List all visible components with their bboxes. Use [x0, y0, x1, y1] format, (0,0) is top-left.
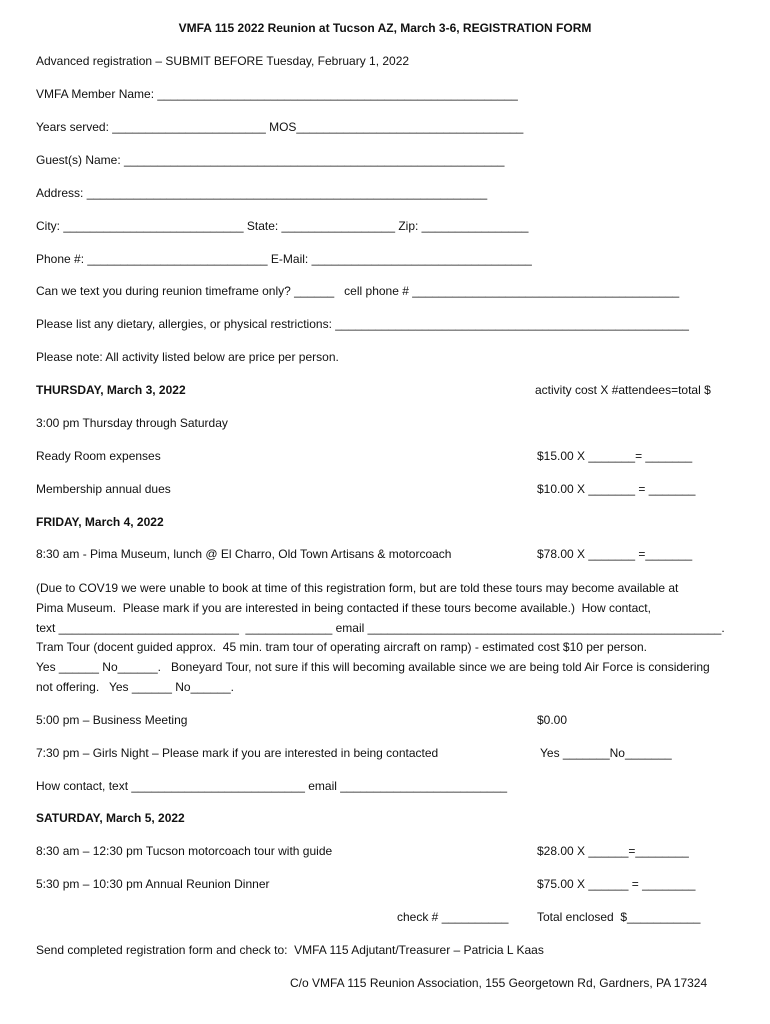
thursday-time-note: 3:00 pm Thursday through Saturday	[36, 416, 228, 430]
ready-room-price[interactable]: $15.00 X _______= _______	[537, 449, 693, 463]
ready-room-label: Ready Room expenses	[36, 449, 161, 463]
send-instructions: Send completed registration form and check to: VMFA 115 Adjutant/Treasurer – Patricia L Kaas	[36, 943, 544, 957]
covid-contact-line[interactable]: text ___________________________ _____________ email _____________________________________________________.	[36, 621, 725, 635]
dietary-field[interactable]: Please list any dietary, allergies, or physical restrictions: _____________________________________________________	[36, 317, 689, 331]
saturday-heading: SATURDAY, March 5, 2022	[36, 811, 185, 825]
cost-header: activity cost X #attendees=total $	[535, 383, 711, 397]
boneyard-line[interactable]: Yes ______ No______. Boneyard Tour, not sure if this will becoming available since we are being told Air Force is considering	[36, 660, 710, 674]
phone-email-field[interactable]: Phone #: ___________________________ E-Mail: _________________________________	[36, 252, 532, 266]
tram-tour-line: Tram Tour (docent guided approx. 45 min. tram tour of operating aircraft on ramp) - estimated cost $10 per person.	[36, 640, 647, 654]
reunion-dinner-price[interactable]: $75.00 X ______ = ________	[537, 877, 696, 891]
thursday-heading: THURSDAY, March 3, 2022	[36, 383, 186, 397]
girls-night-choice[interactable]: Yes _______No_______	[540, 746, 672, 760]
guests-field[interactable]: Guest(s) Name: _________________________________________________________	[36, 153, 505, 167]
reunion-dinner-label: 5:30 pm – 10:30 pm Annual Reunion Dinner	[36, 877, 270, 891]
total-enclosed-field[interactable]: Total enclosed $___________	[537, 910, 701, 924]
covid-note-line: (Due to COV19 we were unable to book at time of this registration form, but are told these tours may become available at	[36, 581, 679, 595]
address-field[interactable]: Address: ____________________________________________________________	[36, 186, 488, 200]
membership-dues-label: Membership annual dues	[36, 482, 171, 496]
motorcoach-tour-label: 8:30 am – 12:30 pm Tucson motorcoach tour with guide	[36, 844, 333, 858]
city-state-zip-field[interactable]: City: ___________________________ State: _________________ Zip: ________________	[36, 219, 529, 233]
price-note: Please note: All activity listed below are price per person.	[36, 350, 339, 364]
business-meeting-label: 5:00 pm – Business Meeting	[36, 713, 188, 727]
form-title: VMFA 115 2022 Reunion at Tucson AZ, March 3-6, REGISTRATION FORM	[178, 21, 592, 35]
check-number-field[interactable]: check # __________	[397, 910, 509, 924]
pima-museum-label: 8:30 am - Pima Museum, lunch @ El Charro, Old Town Artisans & motorcoach	[36, 547, 452, 561]
membership-dues-price[interactable]: $10.00 X _______ = _______	[537, 482, 696, 496]
friday-heading: FRIDAY, March 4, 2022	[36, 515, 164, 529]
motorcoach-tour-price[interactable]: $28.00 X ______=________	[537, 844, 689, 858]
deadline-line: Advanced registration – SUBMIT BEFORE Tuesday, February 1, 2022	[36, 54, 410, 68]
mailing-address: C/o VMFA 115 Reunion Association, 155 Georgetown Rd, Gardners, PA 17324	[290, 976, 708, 990]
pima-museum-price[interactable]: $78.00 X _______ =_______	[537, 547, 693, 561]
business-meeting-price: $0.00	[537, 713, 568, 727]
girls-night-contact[interactable]: How contact, text __________________________ email _________________________	[36, 779, 508, 793]
years-served-field[interactable]: Years served: _______________________ MOS__________________________________	[36, 120, 524, 134]
girls-night-label: 7:30 pm – Girls Night – Please mark if you are interested in being contacted	[36, 746, 439, 760]
member-name-field[interactable]: VMFA Member Name: ______________________________________________________	[36, 87, 518, 101]
text-question-field[interactable]: Can we text you during reunion timeframe only? ______ cell phone # ________________________________________	[36, 284, 680, 298]
covid-note-line: Pima Museum. Please mark if you are interested in being contacted if these tours become available.) How contact,	[36, 601, 651, 615]
boneyard-line[interactable]: not offering. Yes ______ No______.	[36, 680, 234, 694]
